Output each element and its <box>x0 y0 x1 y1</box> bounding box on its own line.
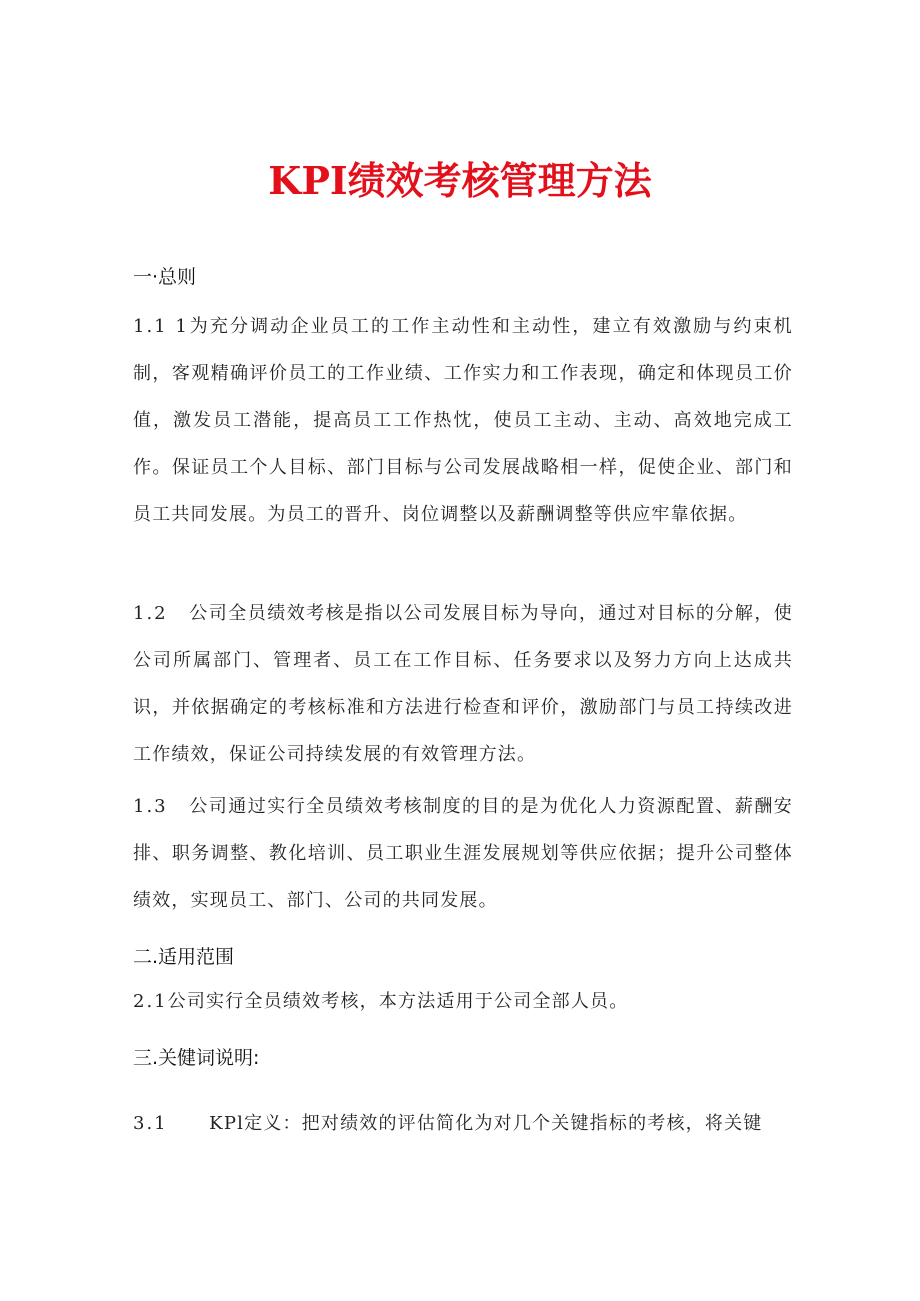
section-heading-scope: 二.适用范围 <box>133 946 235 968</box>
section-heading-keywords: 三.关健词说明: <box>133 1047 260 1069</box>
document-title: KPI绩效考核管理方法 <box>268 158 652 203</box>
paragraph-3-1 <box>133 1100 793 1147</box>
paragraph-text: 为充分调动企业员工的工作主动性和主动性，建立有效激励与约束机制，客观精确评价员工的工作业绩、工作实力和工作表现，确定和体现员工价值，激发员工潜能，提高员工工作热忱，使员工主动、主动、高效地完成工作。保证员工个人目标、部门目标与公司发展战略相一样，促使企业、部门和员工共同发展。为员工的晋升、岗位调整以及薪酬调整等供应牢靠依据。 <box>133 316 793 525</box>
paragraph-number: 2.1 <box>133 991 168 1012</box>
paragraph-number: 1.2 <box>133 603 168 624</box>
paragraph-number: 1.3 <box>133 796 168 817</box>
paragraph-2-1 <box>133 978 793 1025</box>
paragraph-text: 公司实行全员绩效考核，本方法适用于公司全部人员。 <box>167 991 629 1012</box>
paragraph-text: 公司全员绩效考核是指以公司发展目标为导向，通过对目标的分解，使公司所属部门、管理者、员工在工作目标、任务要求以及努力方向上达成共识，并依据确定的考核标准和方法进行检查和评价，激励部门与员工持续改进工作绩效，保证公司持续发展的有效管理方法。 <box>133 603 793 765</box>
paragraph-1-1 <box>133 303 793 538</box>
paragraph-text: 公司通过实行全员绩效考核制度的目的是为优化人力资源配置、薪酬安排、职务调整、教化培训、员工职业生涯发展规划等供应依据；提升公司整体绩效，实现员工、部门、公司的共同发展。 <box>133 796 793 911</box>
paragraph-number: 3.1 <box>133 1113 168 1134</box>
section-heading-general: 一·总则 <box>133 266 197 288</box>
paragraph-text: KPl定义：把对绩效的评估简化为对几个关键指标的考核，将关键 <box>209 1113 763 1134</box>
paragraph-number: 1.1 1 <box>133 316 189 337</box>
paragraph-1-2 <box>133 590 793 778</box>
paragraph-1-3 <box>133 783 793 924</box>
